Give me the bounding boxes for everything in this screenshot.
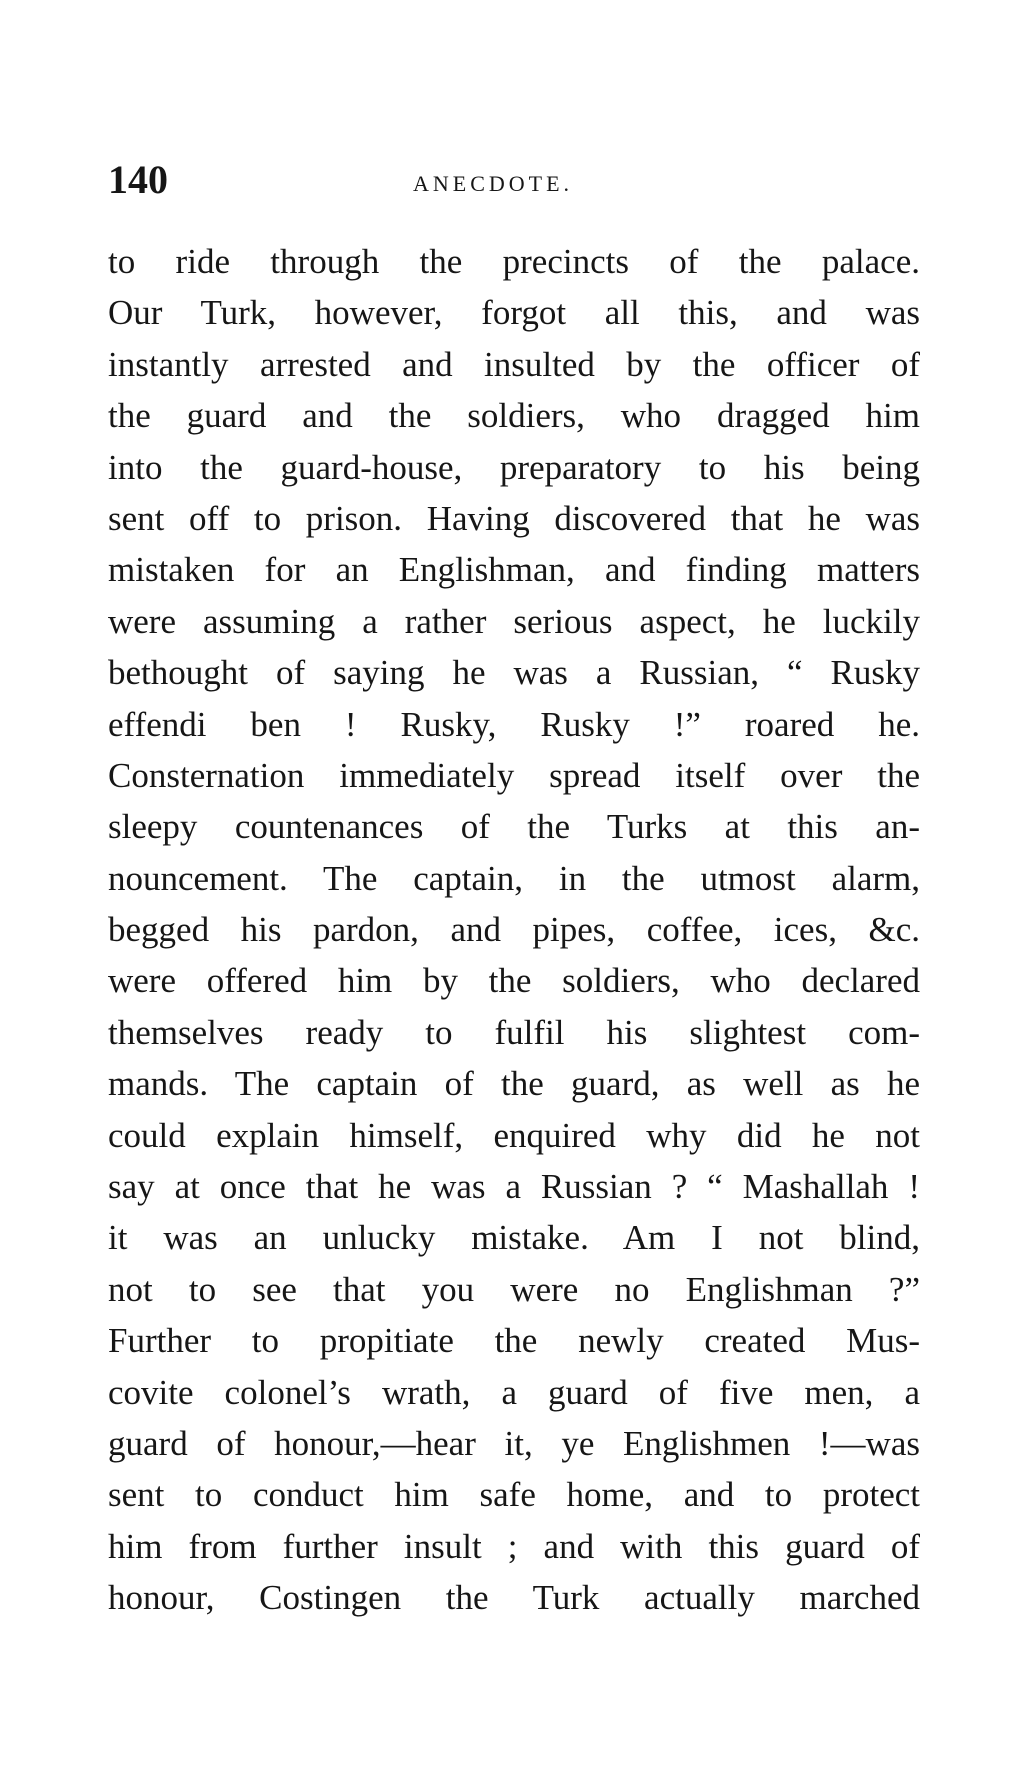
text-line-2: Our Turk, however, forgot all this, and was xyxy=(108,293,920,333)
text-line-3: instantly arrested and insulted by the officer of xyxy=(108,344,920,384)
running-title: ANECDOTE. xyxy=(413,171,574,196)
text-line-27: honour, Costingen the Turk actually marched xyxy=(108,1578,920,1618)
text-line-7: mistaken for an Englishman, and finding matters xyxy=(108,550,920,590)
text-line-12: sleepy countenances of the Turks at this an- xyxy=(108,807,920,847)
text-line-22: Further to propitiate the newly created Mus- xyxy=(108,1321,920,1361)
text-line-8: were assuming a rather serious aspect, he luckily xyxy=(108,601,920,641)
text-line-14: begged his pardon, and pipes, coffee, ices, &c. xyxy=(108,910,920,950)
text-line-25: sent to conduct him safe home, and to protect xyxy=(108,1475,920,1515)
text-line-24: guard of honour,—hear it, ye Englishmen !—was xyxy=(108,1423,920,1463)
text-line-26: him from further insult ; and with this guard of xyxy=(108,1526,920,1566)
text-line-11: Consternation immediately spread itself over the xyxy=(108,755,920,795)
body-text xyxy=(108,236,920,1624)
text-line-10: effendi ben ! Rusky, Rusky !” roared he. xyxy=(108,704,920,744)
text-line-18: could explain himself, enquired why did he not xyxy=(108,1115,920,1155)
text-line-5: into the guard-house, preparatory to his being xyxy=(108,447,920,487)
text-line-23: covite colonel’s wrath, a guard of five men, a xyxy=(108,1372,920,1412)
text-line-1: to ride through the precincts of the palace. xyxy=(108,242,920,281)
text-line-9: bethought of saying he was a Russian, “ Rusky xyxy=(108,653,920,693)
text-line-17: mands. The captain of the guard, as well as he xyxy=(108,1064,920,1104)
text-line-15: were offered him by the soldiers, who declared xyxy=(108,961,920,1001)
text-line-13: nouncement. The captain, in the utmost alarm, xyxy=(108,858,920,898)
page-number: 140 xyxy=(108,157,168,202)
text-line-4: the guard and the soldiers, who dragged him xyxy=(108,396,920,436)
text-line-21: not to see that you were no Englishman ?” xyxy=(108,1269,920,1309)
running-head xyxy=(108,156,918,204)
text-line-16: themselves ready to fulfil his slightest com- xyxy=(108,1012,920,1052)
text-line-6: sent off to prison. Having discovered that he was xyxy=(108,498,920,538)
text-line-20: it was an unlucky mistake. Am I not blind, xyxy=(108,1218,920,1258)
text-line-19: say at once that he was a Russian ? “ Mashallah ! xyxy=(108,1167,920,1207)
